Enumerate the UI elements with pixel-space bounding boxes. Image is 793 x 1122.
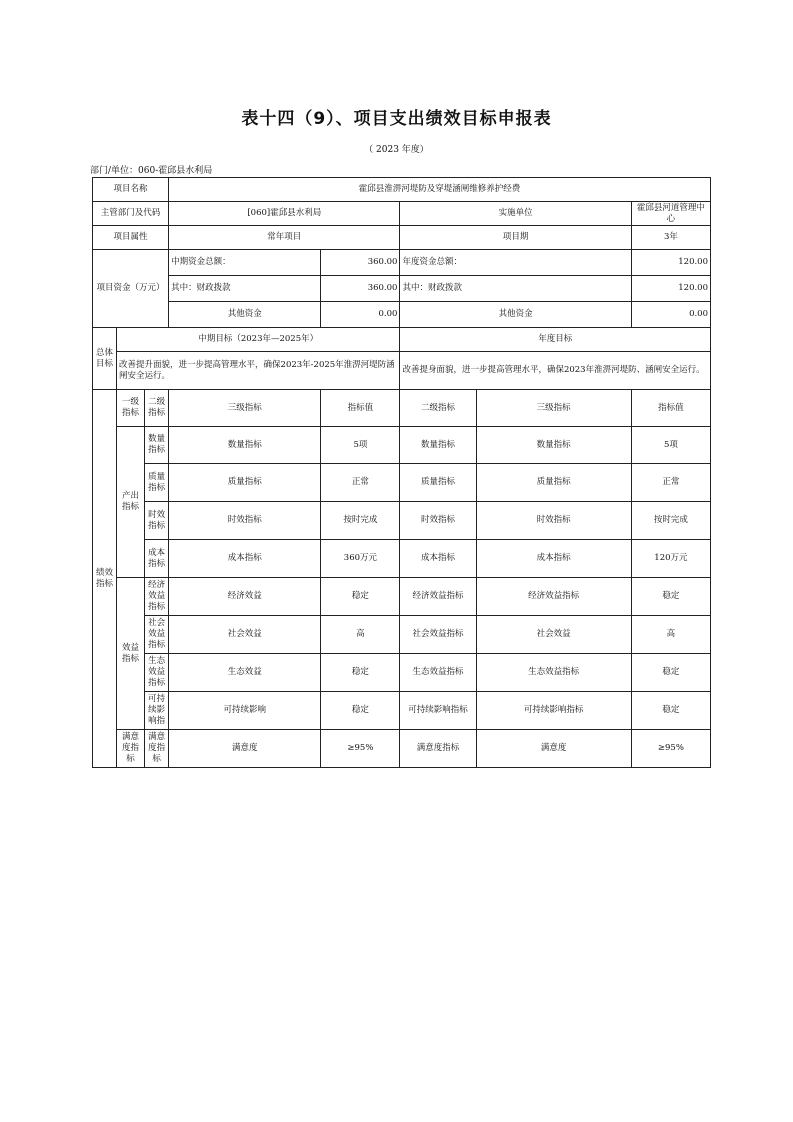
row-goals-text — [93, 352, 711, 390]
goals-year-header: 年度目标 — [400, 328, 711, 352]
y3-cell: 生态效益指标 — [476, 654, 631, 692]
l2-cell: 社会效益指标 — [145, 616, 169, 654]
y2-cell: 社会效益指标 — [400, 616, 476, 654]
l3-cell: 数量指标 — [169, 427, 321, 464]
val-cell: 稳定 — [321, 654, 400, 692]
l3-cell: 时效指标 — [169, 502, 321, 540]
mid-total-value: 360.00 — [321, 250, 400, 276]
impl-unit-label: 实施单位 — [400, 202, 631, 226]
val-cell: 360万元 — [321, 540, 400, 578]
performance-table — [92, 177, 711, 768]
y3-cell: 可持续影响指标 — [476, 692, 631, 730]
row-fund-total — [93, 250, 711, 276]
val-cell: 高 — [321, 616, 400, 654]
row-attr — [93, 226, 711, 250]
page-title: 表十四（9）、项目支出绩效目标申报表 — [241, 109, 552, 129]
attr-value: 常年项目 — [169, 226, 400, 250]
year-label: （ 2023 年度） — [364, 145, 429, 155]
year-fiscal-label: 其中：财政拨款 — [400, 276, 631, 302]
l2-cell: 经济效益指标 — [145, 578, 169, 616]
yval-cell: 高 — [631, 616, 710, 654]
fund-label: 项目资金（万元） — [93, 250, 169, 328]
row-fund-other — [93, 302, 711, 328]
goals-mid-text: 改善提升面貌，进一步提高管理水平，确保2023年-2025年淮淠河堤防涵闸安全运行。 — [117, 352, 400, 390]
impl-unit-value: 霍邱县河道管理中心 — [631, 202, 710, 226]
l3-cell: 满意度 — [169, 730, 321, 768]
satisfy-label: 满意度指标 — [117, 730, 145, 768]
year-other-value: 0.00 — [631, 302, 710, 328]
yval-cell: 稳定 — [631, 692, 710, 730]
table-row — [93, 464, 711, 502]
val-cell: 稳定 — [321, 578, 400, 616]
l2-cell: 数量指标 — [145, 427, 169, 464]
head-yval: 指标值 — [631, 390, 710, 427]
yval-cell: 稳定 — [631, 654, 710, 692]
output-label: 产出指标 — [117, 427, 145, 578]
table-row — [93, 427, 711, 464]
l3-cell: 经济效益 — [169, 578, 321, 616]
yval-cell: 按时完成 — [631, 502, 710, 540]
mid-other-label: 其他资金 — [169, 302, 321, 328]
table-row — [93, 616, 711, 654]
l2-cell: 满意度指标 — [145, 730, 169, 768]
yval-cell: ≥95% — [631, 730, 710, 768]
y2-cell: 可持续影响指标 — [400, 692, 476, 730]
y2-cell: 时效指标 — [400, 502, 476, 540]
period-value: 3年 — [631, 226, 710, 250]
l2-cell: 质量指标 — [145, 464, 169, 502]
year-total-label: 年度资金总额： — [400, 250, 631, 276]
y3-cell: 社会效益 — [476, 616, 631, 654]
indicators-label: 绩效指标 — [93, 390, 117, 768]
row-goals-header — [93, 328, 711, 352]
y3-cell: 数量指标 — [476, 427, 631, 464]
l3-cell: 社会效益 — [169, 616, 321, 654]
val-cell: 5项 — [321, 427, 400, 464]
y3-cell: 质量指标 — [476, 464, 631, 502]
head-l3: 三级指标 — [169, 390, 321, 427]
y2-cell: 质量指标 — [400, 464, 476, 502]
l2-cell: 可持续影响指 — [145, 692, 169, 730]
row-indicator-header — [93, 390, 711, 427]
table-row — [93, 692, 711, 730]
mid-fiscal-value: 360.00 — [321, 276, 400, 302]
year-total-value: 120.00 — [631, 250, 710, 276]
yval-cell: 稳定 — [631, 578, 710, 616]
goals-mid-header: 中期目标（2023年—2025年） — [117, 328, 400, 352]
l2-cell: 成本指标 — [145, 540, 169, 578]
row-dept-code — [93, 202, 711, 226]
val-cell: 稳定 — [321, 692, 400, 730]
val-cell: 正常 — [321, 464, 400, 502]
period-label: 项目期 — [400, 226, 631, 250]
y2-cell: 成本指标 — [400, 540, 476, 578]
head-l2: 二级指标 — [145, 390, 169, 427]
dept-code-label: 主管部门及代码 — [93, 202, 169, 226]
y3-cell: 成本指标 — [476, 540, 631, 578]
row-fund-fiscal — [93, 276, 711, 302]
year-fiscal-value: 120.00 — [631, 276, 710, 302]
l3-cell: 可持续影响 — [169, 692, 321, 730]
val-cell: ≥95% — [321, 730, 400, 768]
mid-other-value: 0.00 — [321, 302, 400, 328]
mid-fiscal-label: 其中：财政拨款 — [169, 276, 321, 302]
y3-cell: 经济效益指标 — [476, 578, 631, 616]
project-name-value: 霍邱县淮淠河堤防及穿堤涵闸维修养护经费 — [169, 178, 711, 202]
l3-cell: 生态效益 — [169, 654, 321, 692]
table-row — [93, 502, 711, 540]
yval-cell: 5项 — [631, 427, 710, 464]
yval-cell: 120万元 — [631, 540, 710, 578]
yval-cell: 正常 — [631, 464, 710, 502]
l2-cell: 生态效益指标 — [145, 654, 169, 692]
mid-total-label: 中期资金总额： — [169, 250, 321, 276]
head-y2: 二级指标 — [400, 390, 476, 427]
y2-cell: 数量指标 — [400, 427, 476, 464]
dept-label: 部门/单位：060-霍邱县水利局 — [90, 166, 213, 176]
goals-year-text: 改善提身面貌，进一步提高管理水平，确保2023年淮淠河堤防、涵闸安全运行。 — [400, 352, 711, 390]
head-l1: 一级指标 — [117, 390, 145, 427]
table-row — [93, 730, 711, 768]
y2-cell: 经济效益指标 — [400, 578, 476, 616]
l3-cell: 质量指标 — [169, 464, 321, 502]
goals-label: 总体目标 — [93, 328, 117, 390]
l2-cell: 时效指标 — [145, 502, 169, 540]
table-row — [93, 578, 711, 616]
y3-cell: 时效指标 — [476, 502, 631, 540]
l3-cell: 成本指标 — [169, 540, 321, 578]
year-other-label: 其他资金 — [400, 302, 631, 328]
effect-label: 效益指标 — [117, 578, 145, 730]
y2-cell: 生态效益指标 — [400, 654, 476, 692]
table-row — [93, 540, 711, 578]
y3-cell: 满意度 — [476, 730, 631, 768]
head-val: 指标值 — [321, 390, 400, 427]
row-project-name — [93, 178, 711, 202]
dept-code-value: [060]霍邱县水利局 — [169, 202, 400, 226]
y2-cell: 满意度指标 — [400, 730, 476, 768]
val-cell: 按时完成 — [321, 502, 400, 540]
attr-label: 项目属性 — [93, 226, 169, 250]
table-row — [93, 654, 711, 692]
head-y3: 三级指标 — [476, 390, 631, 427]
project-name-label: 项目名称 — [93, 178, 169, 202]
